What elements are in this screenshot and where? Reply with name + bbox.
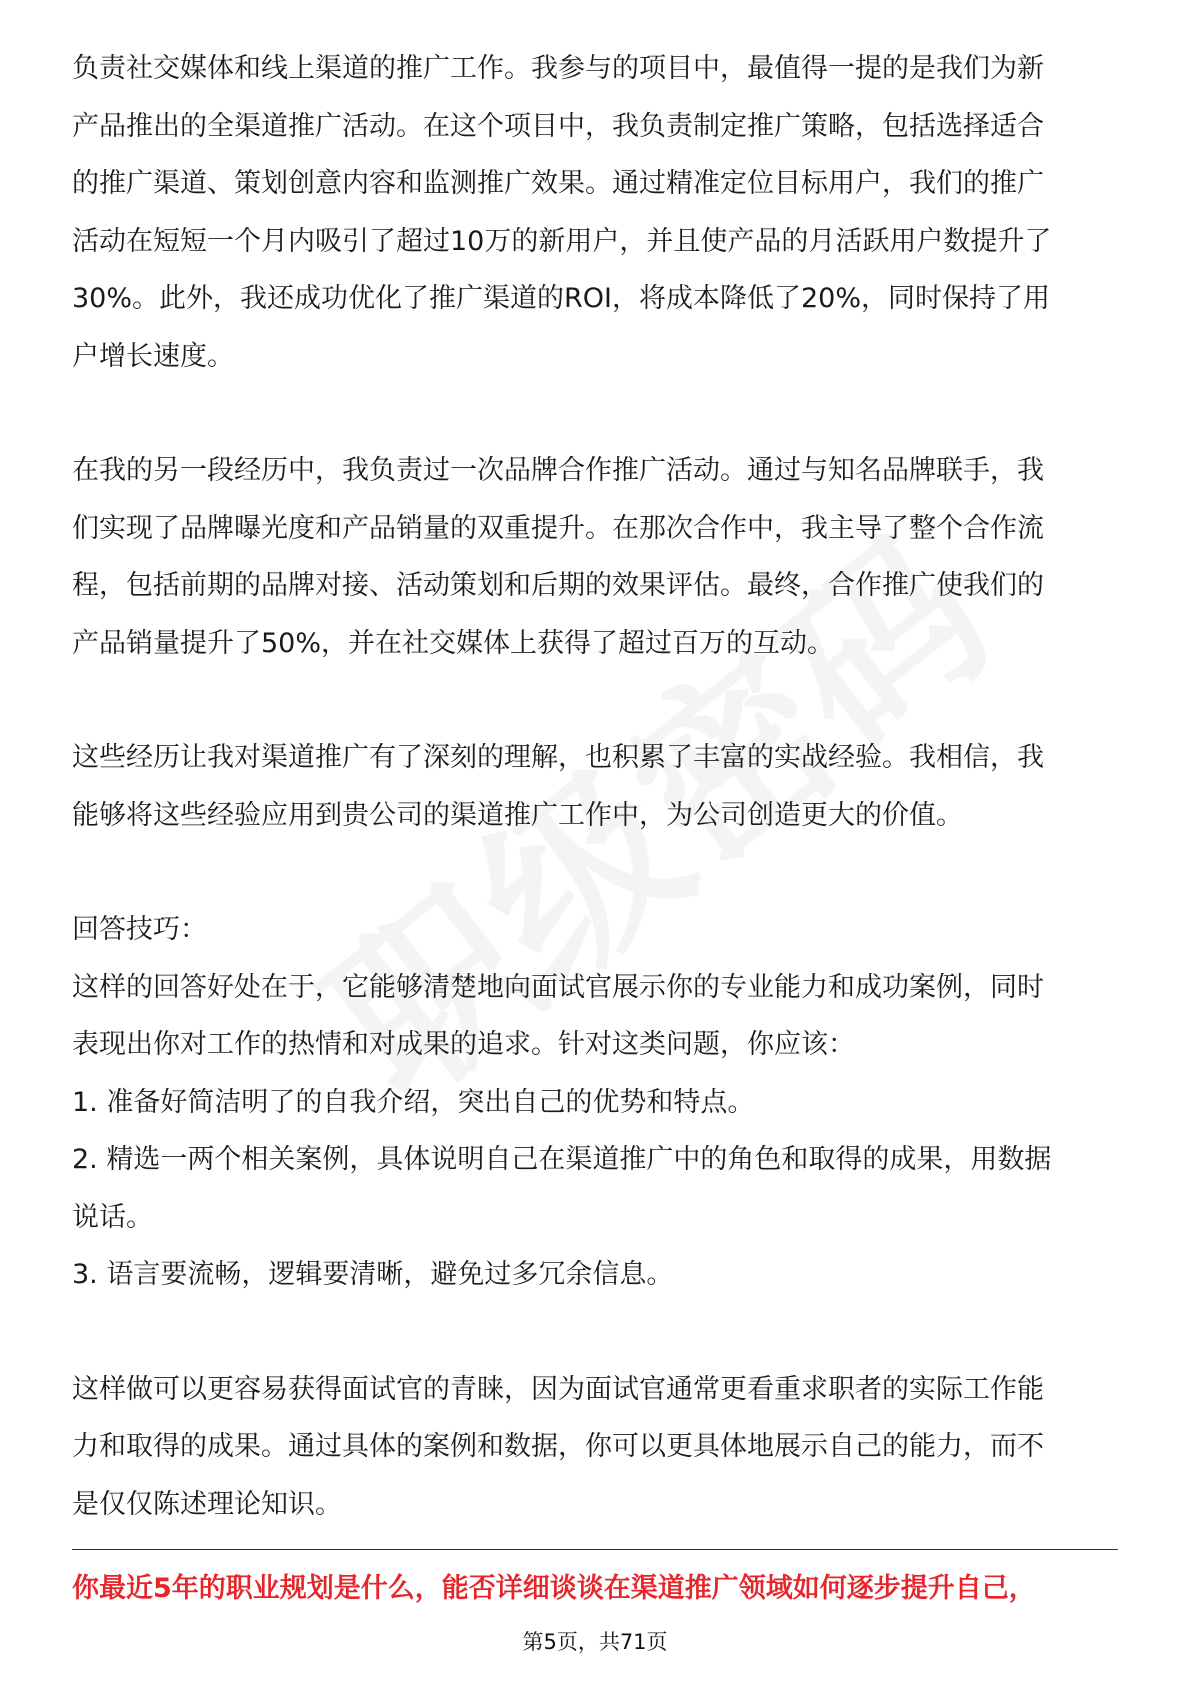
document-body <box>72 40 1118 1533</box>
text-line: 户增长速度。 <box>72 340 234 372</box>
text-line: 30%。此外，我还成功优化了推广渠道的ROI，将成本降低了20%，同时保持了用 <box>72 283 1050 314</box>
list-item: 3. 语言要流畅，逻辑要清晰，避免过多冗余信息。 <box>72 1259 674 1290</box>
text-line: 程，包括前期的品牌对接、活动策划和后期的效果评估。最终，合作推广使我们的 <box>72 570 1044 601</box>
list-item-continuation: 说话。 <box>72 1201 153 1233</box>
text-line: 能够将这些经验应用到贵公司的渠道推广工作中，为公司创造更大的价值。 <box>72 799 963 831</box>
text-line: 表现出你对工作的热情和对成果的追求。针对这类问题，你应该： <box>72 1029 855 1060</box>
next-question-heading: 你最近5年的职业规划是什么，能否详细谈谈在渠道推广领域如何逐步提升自己， <box>72 1573 1036 1604</box>
text-line: 活动在短短一个月内吸引了超过10万的新用户，并且使产品的月活跃用户数提升了 <box>72 225 1052 257</box>
paragraph-gap <box>72 385 1118 442</box>
page-number: 第5页，共71页 <box>522 1630 668 1654</box>
text-line: 的推广渠道、策划创意内容和监测推广效果。通过精准定位目标用户，我们的推广 <box>72 168 1044 199</box>
text-line: 产品推出的全渠道推广活动。在这个项目中，我负责制定推广策略，包括选择适合 <box>72 110 1044 142</box>
text-line: 在我的另一段经历中，我负责过一次品牌合作推广活动。通过与知名品牌联手，我 <box>72 455 1044 486</box>
paragraph-gap <box>72 1304 1118 1361</box>
text-line: 产品销量提升了50%，并在社交媒体上获得了超过百万的互动。 <box>72 627 835 659</box>
list-item: 1. 准备好简洁明了的自我介绍，突出自己的优势和特点。 <box>72 1086 755 1118</box>
list-item: 2. 精选一两个相关案例，具体说明自己在渠道推广中的角色和取得的成果，用数据 <box>72 1144 1052 1175</box>
section-divider <box>72 1549 1118 1550</box>
tips-heading: 回答技巧： <box>72 914 207 945</box>
paragraph-experience-2 <box>72 442 1118 672</box>
text-line: 们实现了品牌曝光度和产品销量的双重提升。在那次合作中，我主导了整个合作流 <box>72 512 1044 544</box>
paragraph-gap <box>72 844 1118 901</box>
text-line: 这样做可以更容易获得面试官的青睐，因为面试官通常更看重求职者的实际工作能 <box>72 1373 1044 1405</box>
paragraph-gap <box>72 672 1118 729</box>
text-line: 负责社交媒体和线上渠道的推广工作。我参与的项目中，最值得一提的是我们为新 <box>72 53 1044 84</box>
text-line: 力和取得的成果。通过具体的案例和数据，你可以更具体地展示自己的能力，而不 <box>72 1431 1044 1462</box>
text-line: 是仅仅陈述理论知识。 <box>72 1488 342 1520</box>
paragraph-conclusion <box>72 1361 1118 1534</box>
paragraph-summary <box>72 729 1118 844</box>
text-line: 这样的回答好处在于，它能够清楚地向面试官展示你的专业能力和成功案例，同时 <box>72 971 1044 1003</box>
text-line: 这些经历让我对渠道推广有了深刻的理解，也积累了丰富的实战经验。我相信，我 <box>72 742 1044 773</box>
paragraph-answer-tips <box>72 901 1118 1304</box>
paragraph-experience-1 <box>72 40 1118 385</box>
